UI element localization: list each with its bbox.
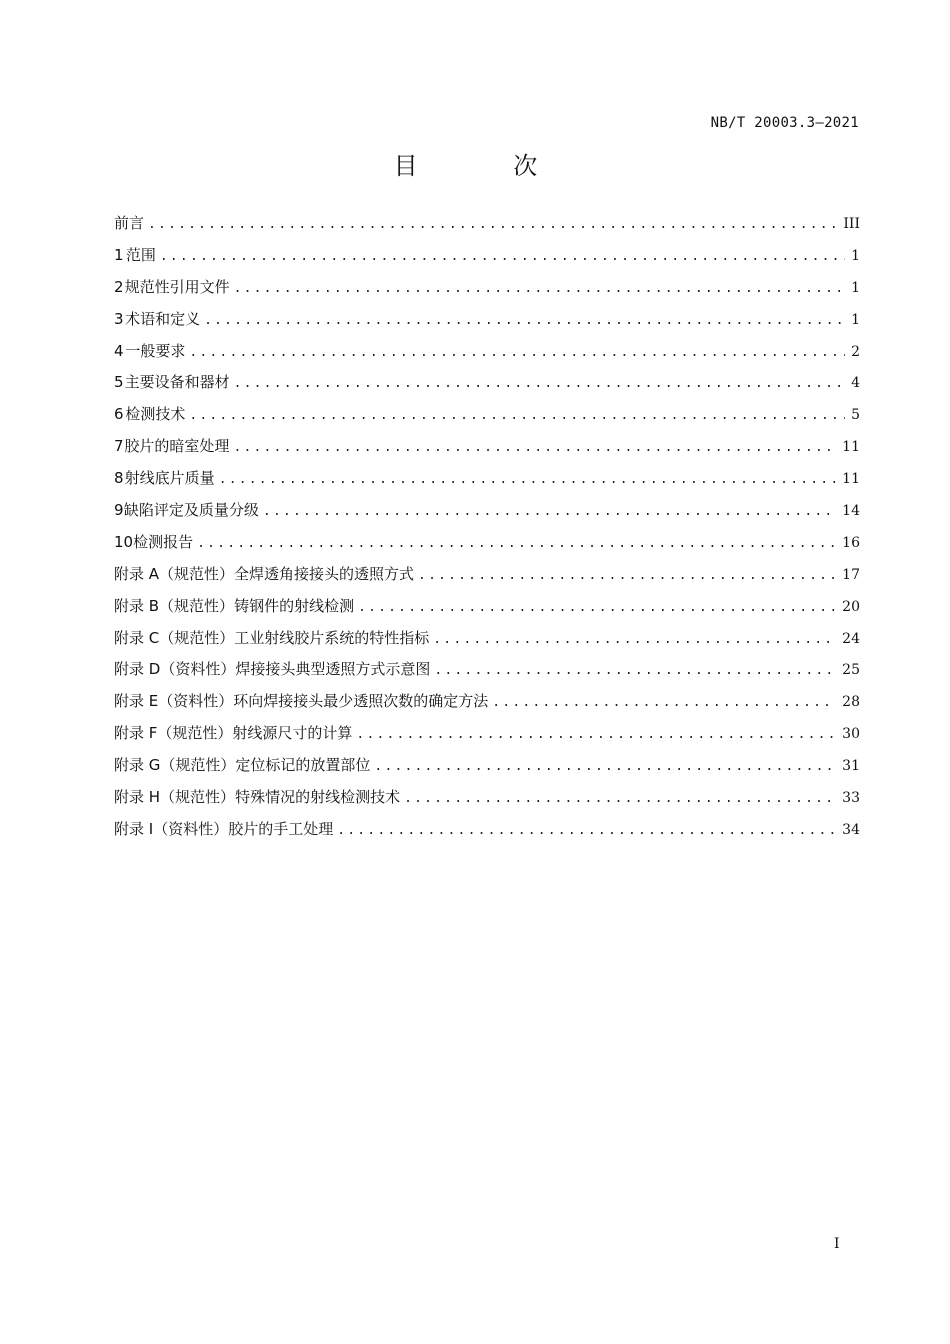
toc-entry-page: 5 — [851, 407, 860, 424]
toc-entry-label: 主要设备和器材 — [124, 373, 230, 392]
toc-leader-dots — [204, 313, 845, 328]
toc-leader-dots — [263, 504, 836, 519]
toc-entry-6[interactable] — [114, 403, 860, 435]
toc-entry-5[interactable] — [114, 371, 860, 403]
toc-entry-label: 术语和定义 — [125, 309, 201, 328]
toc-leader-dots — [189, 408, 845, 423]
toc-leader-dots — [233, 440, 836, 455]
toc-entry-9[interactable] — [114, 499, 860, 531]
toc-entry-number: 4 — [114, 341, 124, 360]
toc-entry-appendix-c[interactable] — [114, 627, 860, 659]
toc-entry-appendix-h[interactable] — [114, 786, 860, 818]
toc-entry-number: 8 — [114, 469, 124, 488]
toc-entry-number: 1 — [114, 245, 124, 264]
toc-entry-number: 附录 B（规范性） — [114, 596, 235, 615]
toc-entry-number: 附录 C（规范性） — [114, 628, 235, 647]
toc-entry-page: 1 — [851, 247, 860, 264]
toc-entry-preface[interactable] — [114, 212, 860, 244]
toc-leader-dots — [492, 695, 836, 710]
toc-entry-page: 16 — [842, 534, 860, 551]
toc-leader-dots — [337, 823, 836, 838]
toc-leader-dots — [374, 759, 836, 774]
toc-entry-label: 焊接接头典型透照方式示意图 — [235, 660, 431, 679]
toc-entry-number: 6 — [114, 405, 124, 424]
toc-entry-page: 1 — [851, 279, 860, 296]
toc-entry-number: 10 — [114, 532, 134, 551]
toc-entry-label: 规范性引用文件 — [124, 277, 230, 296]
page-number: I — [834, 1236, 840, 1252]
toc-entry-page: 33 — [842, 790, 860, 807]
toc-entry-2[interactable] — [114, 276, 860, 308]
toc-entry-page: 11 — [842, 471, 860, 488]
toc-leader-dots — [234, 376, 845, 391]
standard-code: NB/T 20003.3—2021 — [710, 115, 859, 131]
toc-leader-dots — [418, 568, 836, 583]
toc-entry-1[interactable] — [114, 244, 860, 276]
toc-entry-label: 范围 — [125, 245, 156, 264]
table-of-contents — [114, 212, 860, 850]
toc-entry-page: 4 — [851, 375, 860, 392]
toc-entry-label: 缺陷评定及质量分级 — [123, 501, 259, 520]
toc-entry-number: 附录 A（规范性） — [114, 564, 235, 583]
toc-entry-appendix-f[interactable] — [114, 722, 860, 754]
toc-entry-page: 25 — [842, 662, 860, 679]
toc-entry-label: 胶片的手工处理 — [228, 819, 334, 838]
toc-entry-number: 附录 I（资料性） — [114, 819, 229, 838]
toc-entry-label: 定位标记的放置部位 — [235, 756, 371, 775]
toc-entry-label: 铸钢件的射线检测 — [234, 596, 355, 615]
toc-entry-number: 附录 G（规范性） — [114, 756, 236, 775]
toc-entry-7[interactable] — [114, 435, 860, 467]
toc-leader-dots — [189, 345, 845, 360]
toc-entry-appendix-a[interactable] — [114, 563, 860, 595]
toc-entry-page: 20 — [842, 598, 860, 615]
toc-entry-page: 17 — [842, 566, 860, 583]
toc-entry-4[interactable] — [114, 340, 860, 372]
toc-entry-10[interactable] — [114, 531, 860, 563]
toc-leader-dots — [356, 727, 836, 742]
toc-entry-number: 9 — [114, 501, 124, 520]
toc-entry-label: 工业射线胶片系统的特性指标 — [234, 628, 430, 647]
toc-entry-page: 31 — [842, 758, 860, 775]
toc-entry-number: 附录 D（资料性） — [114, 660, 236, 679]
toc-entry-label: 射线底片质量 — [124, 469, 215, 488]
toc-entry-page: III — [843, 216, 860, 232]
toc-title: 目 次 — [393, 152, 582, 180]
toc-entry-label: 检测报告 — [133, 532, 194, 551]
toc-entry-appendix-d[interactable] — [114, 658, 860, 690]
toc-leader-dots — [160, 249, 845, 264]
toc-entry-label: 特殊情况的射线检测技术 — [235, 788, 401, 807]
toc-entry-page: 1 — [851, 311, 860, 328]
toc-entry-page: 28 — [842, 694, 860, 711]
toc-entry-label: 全焊透角接接头的透照方式 — [234, 564, 415, 583]
toc-leader-dots — [404, 791, 836, 806]
toc-entry-appendix-b[interactable] — [114, 595, 860, 627]
toc-leader-dots — [148, 217, 837, 232]
toc-entry-number: 附录 E（资料性） — [114, 692, 234, 711]
toc-leader-dots — [197, 536, 836, 551]
toc-entry-label: 胶片的暗室处理 — [124, 437, 230, 456]
toc-entry-page: 34 — [842, 821, 860, 838]
toc-entry-label: 检测技术 — [125, 405, 186, 424]
toc-entry-appendix-e[interactable] — [114, 690, 860, 722]
toc-leader-dots — [234, 281, 845, 296]
toc-entry-page: 11 — [842, 439, 860, 456]
toc-entry-label: 前言 — [114, 214, 145, 232]
toc-entry-appendix-g[interactable] — [114, 754, 860, 786]
toc-entry-8[interactable] — [114, 467, 860, 499]
toc-entry-number: 7 — [114, 437, 124, 456]
toc-entry-number: 3 — [114, 309, 124, 328]
toc-entry-page: 30 — [842, 726, 860, 743]
toc-leader-dots — [358, 600, 836, 615]
toc-entry-label: 环向焊接接头最少透照次数的确定方法 — [233, 692, 489, 711]
toc-entry-label: 射线源尺寸的计算 — [232, 724, 353, 743]
toc-entry-appendix-i[interactable] — [114, 818, 860, 850]
toc-entry-number: 附录 F（规范性） — [114, 724, 233, 743]
toc-leader-dots — [433, 632, 836, 647]
toc-leader-dots — [434, 663, 836, 678]
toc-entry-number: 附录 H（规范性） — [114, 788, 236, 807]
toc-entry-3[interactable] — [114, 308, 860, 340]
toc-entry-page: 24 — [842, 630, 860, 647]
toc-entry-page: 14 — [842, 503, 860, 520]
toc-entry-number: 2 — [114, 277, 124, 296]
toc-leader-dots — [219, 472, 836, 487]
toc-entry-label: 一般要求 — [125, 341, 186, 360]
toc-entry-page: 2 — [851, 343, 860, 360]
toc-entry-number: 5 — [114, 373, 124, 392]
